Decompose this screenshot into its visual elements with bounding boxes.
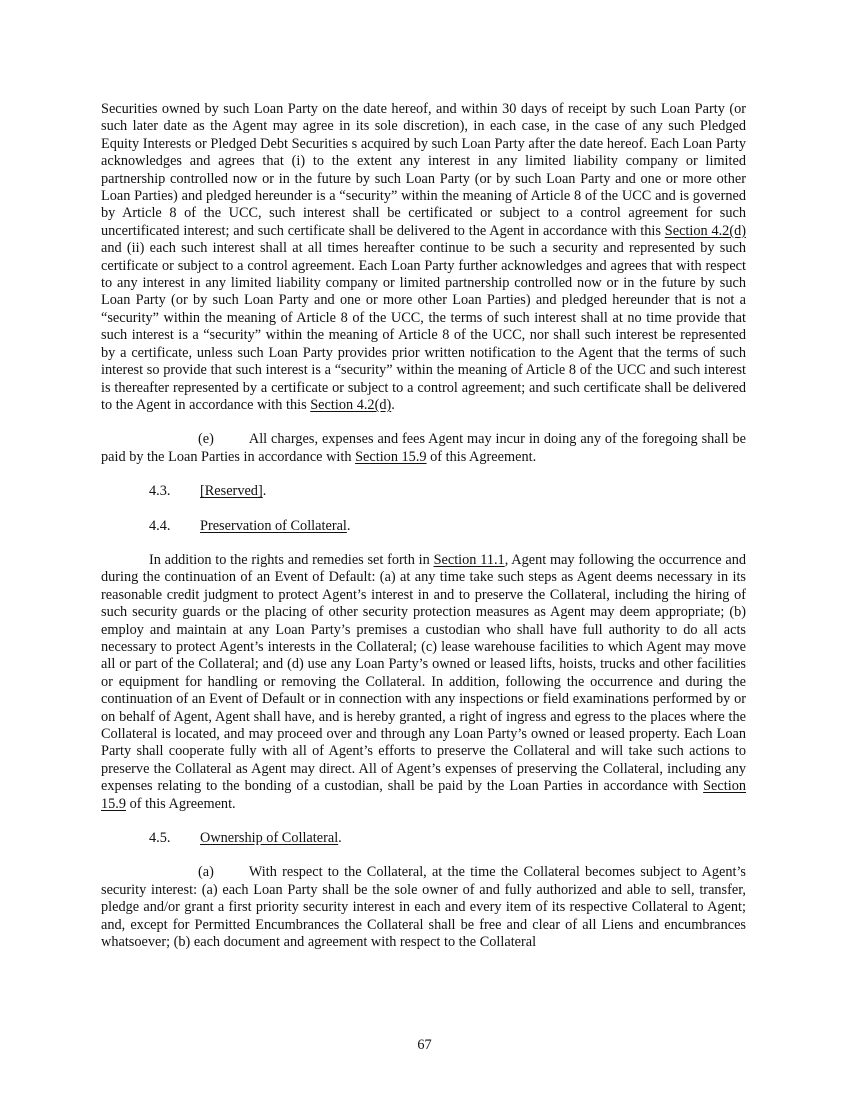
paragraph-text: All charges, expenses and fees Agent may incur in doing any of the foregoing shall be paid by the Loan Parties in accordance with [101, 431, 746, 465]
section-reference: Section 11.1 [433, 551, 505, 568]
paragraph-certificated-interests [101, 101, 746, 414]
paragraph-ownership-a [101, 864, 746, 951]
clause-label: (a) [198, 864, 214, 881]
paragraph-charges-expenses [101, 431, 746, 466]
section-number: 4.3. [149, 483, 171, 500]
document-body [101, 101, 746, 951]
page-number: 67 [417, 1037, 432, 1053]
section-title: Preservation of Collateral [200, 517, 347, 534]
paragraph-text: of this Agreement. [126, 795, 236, 812]
section-number: 4.5. [149, 830, 171, 847]
section-reference: Section 15.9 [355, 448, 427, 465]
paragraph-text: and (ii) each such interest shall at all times hereafter continue to be such a security and represented by such certificate or subject to a control agreement. Each Loan Party further acknowledges and agrees that with respect to any interest in any limited liability company or limited partnership controlled now or in the future by such Loan Party (or by such Loan Party and one or more other Loan Parties) and pledged hereunder that is not a “security” within the meaning of Article 8 of the UCC, the terms of such interest shall at no time provide that such interest is a “security” within the meaning of Article 8 of the UCC, nor shall such interest be represented by a certificate, unless such Loan Party provides prior written notification to the Agent that the terms of such interest so provide that such interest is a “security” within the meaning of Article 8 of the UCC and such interest is thereafter represented by a certificate or subject to a control agreement; and such certificate shall be delivered to the Agent in accordance with this [101, 240, 746, 413]
section-title-punct: . [338, 830, 342, 847]
section-heading-4-5 [101, 830, 746, 847]
section-reference: Section 4.2(d) [310, 396, 392, 413]
paragraph-text: In addition to the rights and remedies set forth in [149, 551, 434, 568]
section-title: Ownership of Collateral [200, 830, 339, 847]
paragraph-text: of this Agreement. [426, 448, 537, 465]
section-reference: Section 4.2(d) [664, 222, 747, 239]
paragraph-text: With respect to the Collateral, at the time the Collateral becomes subject to Agent’s security interest: (a) each Loan Party shall be the sole owner of and fully authorized and able to sell, transfer, pledge and/or grant a first priority security interest in each and every item of its respective Collateral to Agent; and, except for Permitted Encumbrances the Collateral shall be free and clear of all Liens and encumbrances whatsoever; (b) each document and agreement with respect to the Collateral [101, 864, 746, 951]
section-title: [Reserved] [200, 483, 263, 500]
paragraph-text: , Agent may following the occurrence and during the continuation of an Event of Default: (a) at any time take such steps as Agent deems necessary in its reasonable credit judgment to protect Agent’s interest in and to preserve the Collateral, including the hiring of such security guards or the placing of other security protection measures as Agent may deem appropriate; (b) employ and maintain at any Loan Party’s premises a custodian who shall have full authority to do all acts necessary to protect Agent’s interests in the Collateral; (c) lease warehouse facilities to which Agent may move all or part of the Collateral; and (d) use any Loan Party’s owned or leased lifts, hoists, trucks and other facilities or equipment for handling or removing the Collateral. In addition, following the occurrence and during the continuation of an Event of Default or in connection with any inspections or field examinations performed by or on behalf of Agent, Agent shall have, and is hereby granted, a right of ingress and egress to the places where the Collateral is located, and may proceed over and through any Loan Party’s owned or leased property. Each Loan Party shall cooperate fully with all of Agent’s efforts to preserve the Collateral and will take such actions to preserve the Collateral as Agent may direct. All of Agent’s expenses of preserving the Collateral, including any expenses relating to the bonding of a custodian, shall be paid by the Loan Parties in accordance with [101, 551, 747, 795]
paragraph-text: Securities owned by such Loan Party on the date hereof, and within 30 days of receipt by such Loan Party (or such later date as the Agent may agree in its sole discretion), in each case, in the case of any such Pledged Equity Interests or Pledged Debt Securities s acquired by such Loan Party after the date hereof. Each Loan Party acknowledges and agrees that (i) to the extent any interest in any limited liability company or limited partnership controlled now or in the future by such Loan Party (or by such Loan Party and one or more other Loan Parties) and pledged hereunder is a “security” within the meaning of Article 8 of the UCC and is governed by Article 8 of the UCC, such interest shall be certificated or subject to a control agreement for such uncertificated interest; and such certificate shall be delivered to the Agent in accordance with this [101, 101, 746, 239]
clause-label: (e) [198, 431, 214, 448]
paragraph-text: . [391, 396, 395, 413]
paragraph-preservation-of-collateral [101, 552, 746, 813]
section-heading-4-3 [101, 483, 746, 500]
section-reference: Section 15.9 [101, 778, 746, 812]
section-heading-4-4 [101, 518, 746, 535]
section-title-punct: . [262, 483, 267, 500]
section-number: 4.4. [149, 517, 171, 534]
section-title-punct: . [346, 517, 351, 534]
